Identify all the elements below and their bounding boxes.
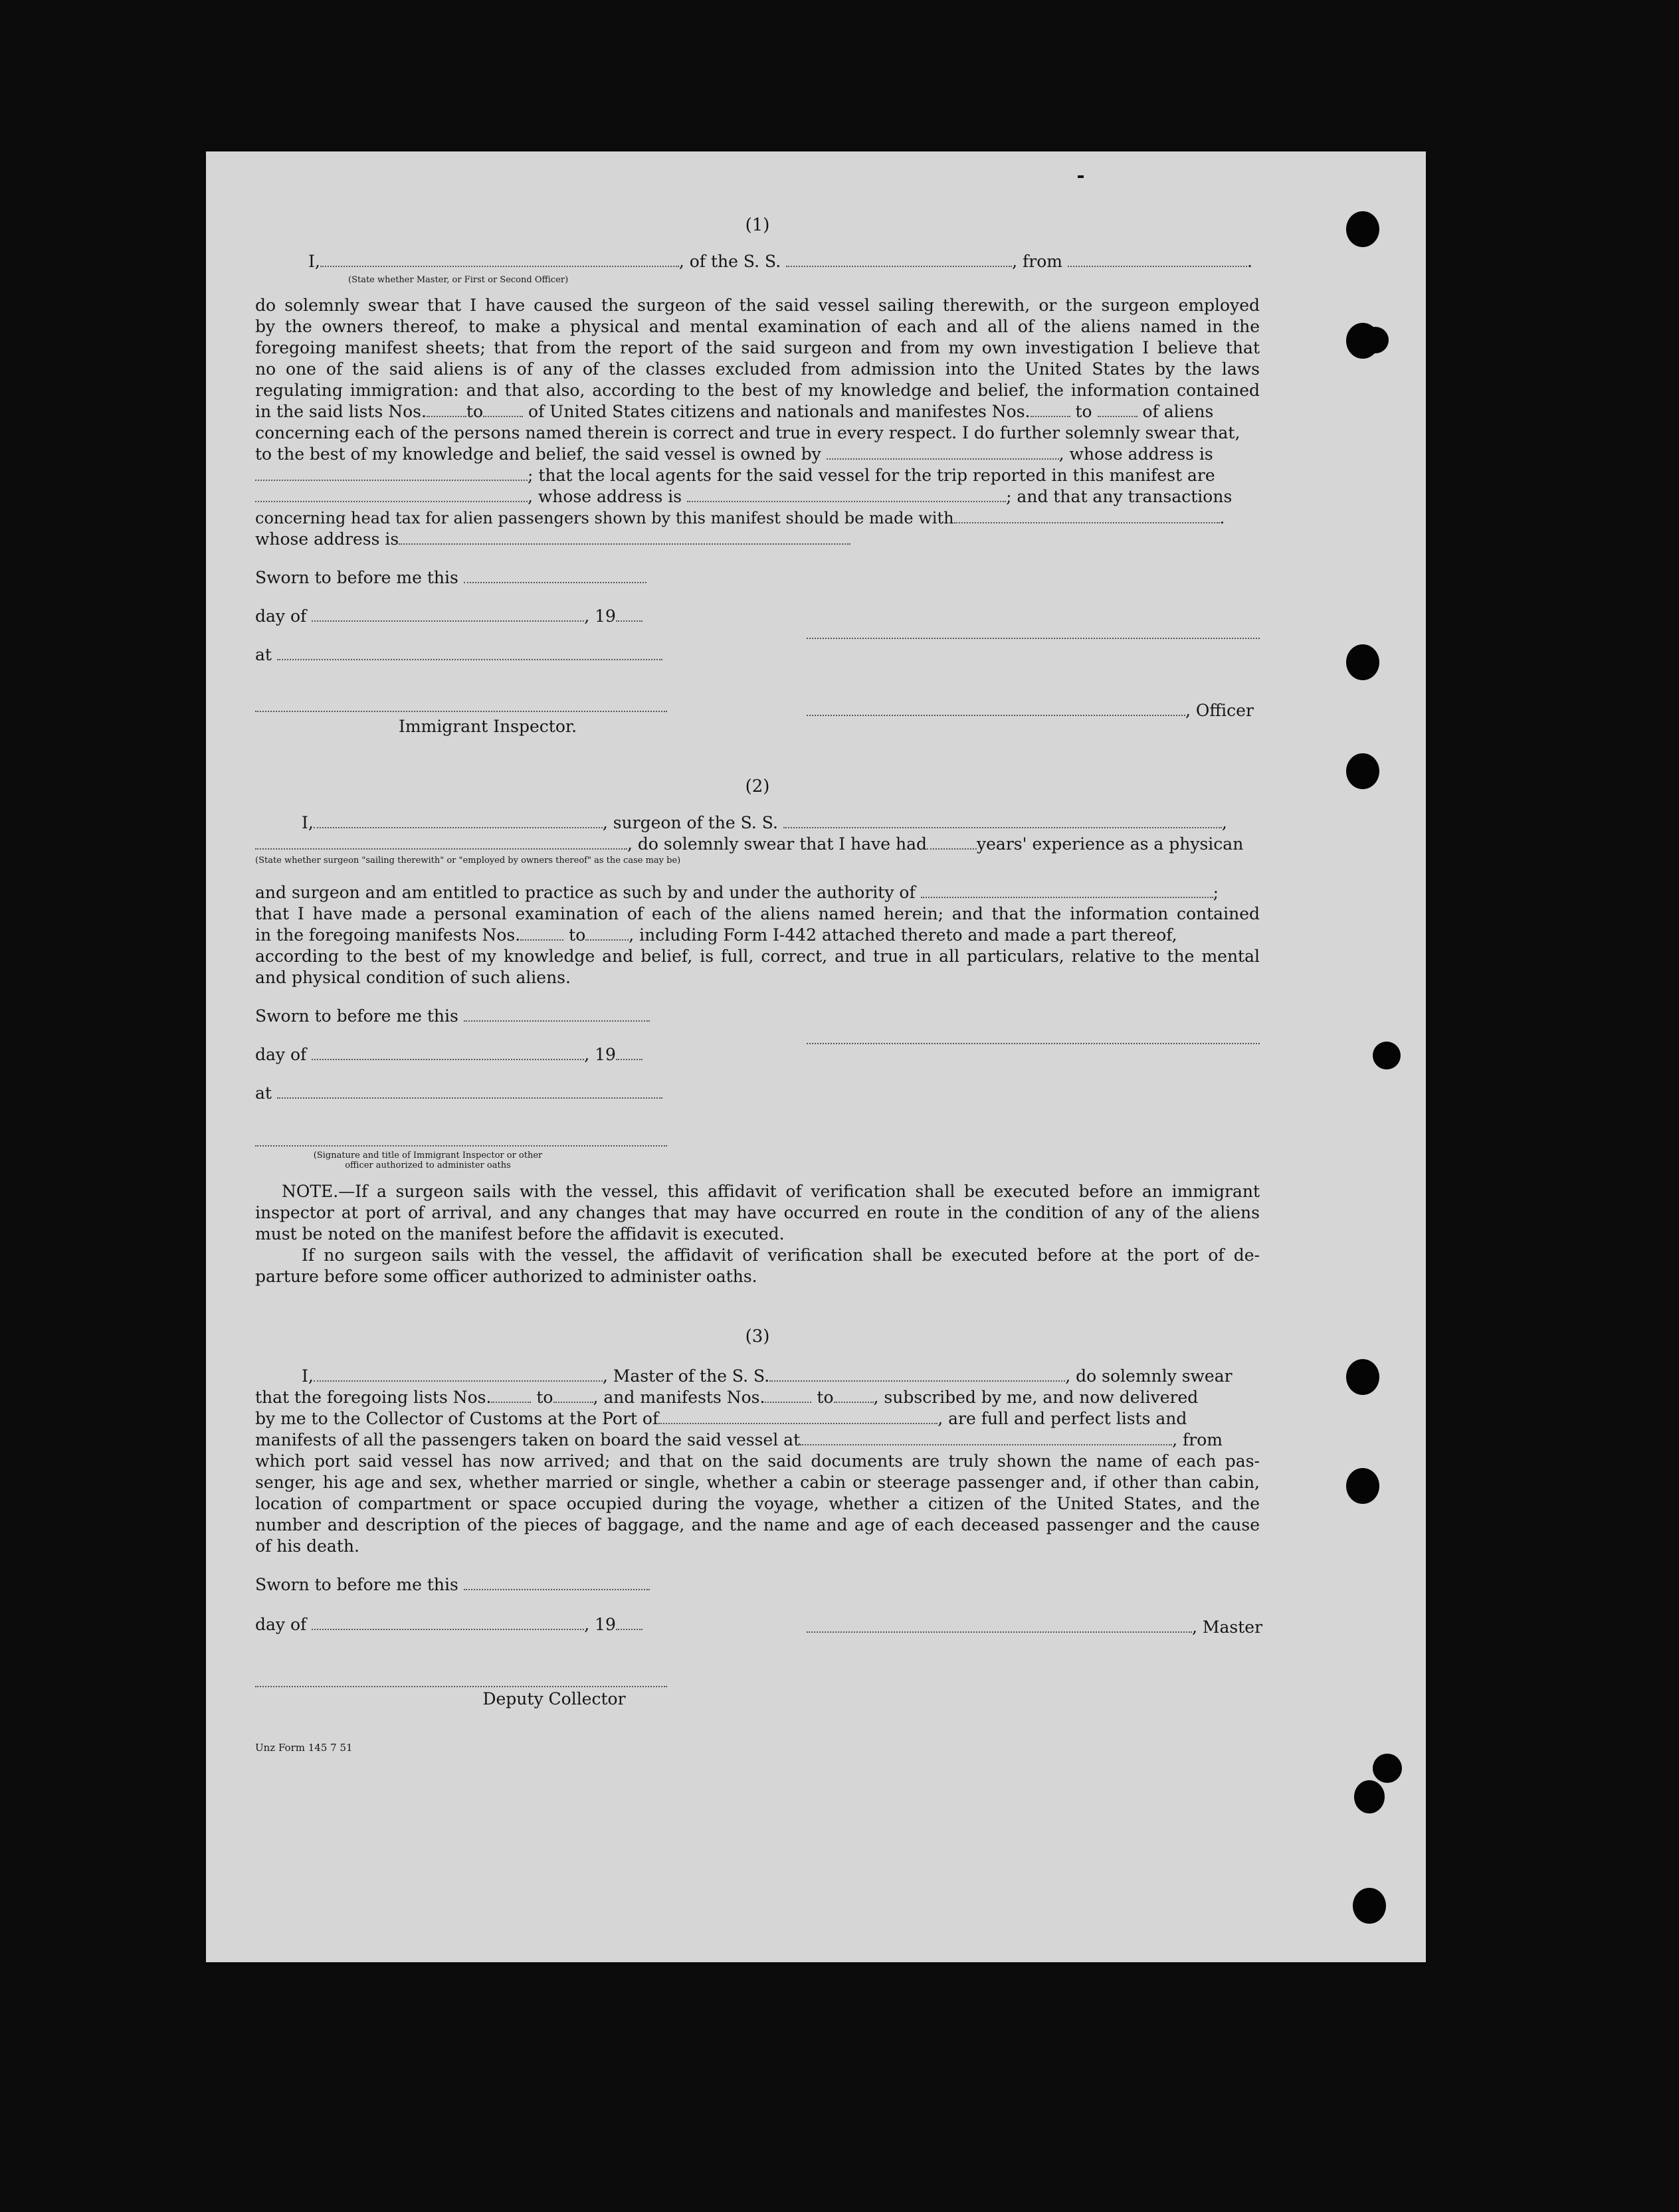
citizen-list-from-field[interactable] bbox=[427, 403, 466, 417]
inspector-signature-line[interactable] bbox=[255, 709, 667, 712]
officer-rank-field[interactable] bbox=[320, 252, 679, 267]
alien-manifest-from-field[interactable] bbox=[1031, 403, 1070, 417]
port-from-field[interactable] bbox=[1068, 252, 1247, 267]
note-line: inspector at port of arrival, and any changes that may have occurred en route in the condition of any of the aliens bbox=[255, 1203, 1260, 1222]
boarding-port-field[interactable] bbox=[800, 1431, 1172, 1445]
punch-hole bbox=[1353, 1888, 1386, 1924]
master-manifest-from-field[interactable] bbox=[765, 1388, 811, 1403]
section-2-manifests-line: in the foregoing manifests Nos. to , including Form I-442 attached thereto and made a part thereof, bbox=[255, 925, 1177, 945]
collector-signature-line[interactable] bbox=[255, 1685, 667, 1687]
punch-hole bbox=[1354, 1780, 1385, 1813]
section-3-lists-line: that the foregoing lists Nos. to , and manifests Nos. to , subscribed by me, and now delivered bbox=[255, 1388, 1199, 1407]
section-3-paragraph-line: senger, his age and sex, whether married or single, whether a cabin or steerage passenger and, if other than cabin, bbox=[255, 1473, 1260, 1492]
vessel-name-field[interactable] bbox=[786, 252, 1012, 267]
surgeon-status-hint: (State whether surgeon "sailing therewith" or "employed by owners thereof" as the case may be) bbox=[255, 856, 681, 866]
punch-hole bbox=[1373, 1754, 1402, 1783]
officer-rank-hint: (State whether Master, or First or Second Officer) bbox=[348, 275, 569, 285]
section-3-paragraph-line: which port said vessel has now arrived; and that on the said documents are truly shown the name of each pas- bbox=[255, 1451, 1260, 1471]
practice-authority-field[interactable] bbox=[921, 883, 1213, 898]
section-3-port-line: by me to the Collector of Customs at the Port of , are full and perfect lists and bbox=[255, 1409, 1187, 1428]
at-label: at bbox=[255, 1083, 662, 1104]
sworn-month-field[interactable] bbox=[312, 607, 584, 622]
section-2-authority-line: and surgeon and am entitled to practice as such by and under the authority of ; bbox=[255, 883, 1219, 902]
surgeon-manifest-to-field[interactable] bbox=[585, 926, 629, 941]
agent-address-field[interactable] bbox=[687, 488, 1006, 502]
punch-hole bbox=[1346, 1359, 1379, 1395]
manifest-page bbox=[206, 151, 1426, 1962]
note-line: must be noted on the manifest before the affidavit is executed. bbox=[255, 1224, 785, 1244]
note-line: parture before some officer authorized to administer oaths. bbox=[255, 1267, 757, 1286]
arrival-port-field[interactable] bbox=[658, 1410, 938, 1424]
punch-hole bbox=[1346, 211, 1379, 247]
signature-title-hint: (Signature and title of Immigrant Inspector or other officer authorized to administer oaths bbox=[313, 1151, 543, 1170]
section-2-paragraph-line: and physical condition of such aliens. bbox=[255, 968, 571, 987]
inspector-caption: Immigrant Inspector. bbox=[398, 717, 577, 736]
surgeon-status-field[interactable] bbox=[255, 835, 627, 850]
deputy-collector-caption: Deputy Collector bbox=[482, 1689, 626, 1708]
master-vessel-field[interactable] bbox=[769, 1367, 1065, 1382]
section-1-paragraph-line: no one of the said aliens is of any of the classes excluded from admission into the United States by the laws bbox=[255, 359, 1260, 379]
punch-hole bbox=[1362, 327, 1389, 353]
section-1-headtax-line: concerning head tax for alien passengers shown by this manifest should be made with . bbox=[255, 509, 1225, 527]
sworn-year-field[interactable] bbox=[616, 1046, 642, 1060]
note-line: If no surgeon sails with the vessel, the affidavit of verification shall be executed before at the port of de- bbox=[302, 1245, 1260, 1265]
ink-mark bbox=[1078, 175, 1084, 178]
master-signature-field[interactable] bbox=[807, 1618, 1192, 1633]
sworn-label: Sworn to before me this bbox=[255, 567, 646, 589]
officer-name-field[interactable] bbox=[807, 701, 1185, 716]
headtax-contact-field[interactable] bbox=[954, 509, 1220, 523]
headtax-address-field[interactable] bbox=[399, 530, 850, 545]
vessel-owner-field[interactable] bbox=[827, 445, 1059, 460]
section-1-paragraph-line: regulating immigration: and that also, according to the best of my knowledge and belief, the information contained bbox=[255, 381, 1260, 400]
sworn-day-field[interactable] bbox=[464, 1007, 650, 1022]
officer-title: , Officer bbox=[807, 700, 1254, 721]
local-agents-field[interactable] bbox=[255, 488, 528, 502]
section-1-agents-line: ; that the local agents for the said vessel for the trip reported in this manifest are bbox=[255, 465, 1260, 486]
citizen-list-to-field[interactable] bbox=[483, 403, 523, 417]
sworn-year-field[interactable] bbox=[616, 1615, 642, 1630]
years-experience-field[interactable] bbox=[927, 835, 977, 850]
sworn-place-field[interactable] bbox=[277, 646, 662, 660]
sworn-day-field[interactable] bbox=[464, 1576, 650, 1590]
section-1-paragraph-line: concerning each of the persons named therein is correct and true in every respect. I do further solemnly swear that, bbox=[255, 423, 1240, 442]
sworn-day-field[interactable] bbox=[464, 569, 646, 583]
administering-officer-signature-line[interactable] bbox=[255, 1144, 667, 1147]
master-list-to-field[interactable] bbox=[553, 1388, 593, 1403]
section-1-paragraph-line: do solemnly swear that I have caused the surgeon of the said vessel sailing therewith, or the surgeon employed bbox=[255, 296, 1260, 315]
section-3-paragraph-line: location of compartment or space occupied during the voyage, whether a citizen of the United States, and the bbox=[255, 1494, 1260, 1513]
day-of-label: day of , 19 bbox=[255, 1614, 642, 1635]
section-3-paragraph-line: of his death. bbox=[255, 1536, 359, 1556]
master-name-field[interactable] bbox=[314, 1367, 603, 1382]
master-list-from-field[interactable] bbox=[491, 1388, 531, 1403]
section-2-line-1: I, , surgeon of the S. S. , bbox=[302, 813, 1227, 832]
day-of-label: day of , 19 bbox=[255, 606, 642, 627]
surgeon-manifest-from-field[interactable] bbox=[520, 926, 563, 941]
section-1-paragraph-line: foregoing manifest sheets; that from the report of the said surgeon and from my own investigation I believe that bbox=[255, 338, 1260, 357]
surgeon-name-field[interactable] bbox=[314, 814, 603, 828]
section-2-line-2: , do solemnly swear that I have had years' experience as a physican bbox=[255, 834, 1260, 855]
section-2-paragraph-line: that I have made a personal examination of each of the aliens named herein; and that the information contained bbox=[255, 904, 1260, 923]
master-manifest-to-field[interactable] bbox=[834, 1388, 874, 1403]
sworn-label: Sworn to before me this bbox=[255, 1574, 650, 1596]
officer-signature-line[interactable] bbox=[807, 636, 1260, 639]
punch-hole bbox=[1346, 753, 1379, 789]
section-2-paragraph-line: according to the best of my knowledge and belief, is full, correct, and true in all particulars, relative to the mental bbox=[255, 947, 1260, 966]
sworn-place-field[interactable] bbox=[277, 1084, 662, 1099]
section-1-line-1: I, , of the S. S. , from . bbox=[308, 252, 1252, 271]
sworn-month-field[interactable] bbox=[312, 1615, 584, 1630]
owner-address-field[interactable] bbox=[255, 466, 528, 481]
section-1-heading: (1) bbox=[745, 215, 770, 235]
section-1-paragraph-line: by the owners thereof, to make a physical and mental examination of each and all of the aliens named in the bbox=[255, 317, 1260, 336]
section-3-line-1: I, , Master of the S. S. , do solemnly swear bbox=[302, 1366, 1233, 1386]
section-2-heading: (2) bbox=[745, 777, 770, 796]
alien-manifest-to-field[interactable] bbox=[1098, 403, 1137, 417]
surgeon-signature-line[interactable] bbox=[807, 1042, 1260, 1044]
punch-hole bbox=[1346, 644, 1379, 680]
section-1-agent-address-line: , whose address is ; and that any transactions bbox=[255, 486, 1260, 507]
sworn-month-field[interactable] bbox=[312, 1046, 584, 1060]
sworn-label: Sworn to before me this bbox=[255, 1006, 650, 1027]
day-of-label: day of , 19 bbox=[255, 1044, 642, 1065]
punch-hole bbox=[1346, 1468, 1379, 1504]
punch-hole bbox=[1373, 1042, 1401, 1069]
section-1-owner-line: to the best of my knowledge and belief, the said vessel is owned by , whose address is bbox=[255, 444, 1213, 464]
section-3-paragraph-line: number and description of the pieces of baggage, and the name and age of each deceased passenger and the cause bbox=[255, 1515, 1260, 1534]
section-1-lists-line: in the said lists Nos. to of United States citizens and nationals and manifestes Nos. to of aliens bbox=[255, 402, 1214, 421]
note-line: NOTE.—If a surgeon sails with the vessel, this affidavit of verification shall be executed before an immigrant bbox=[282, 1182, 1260, 1201]
section-3-boarding-line: manifests of all the passengers taken on board the said vessel at , from bbox=[255, 1430, 1223, 1449]
section-3-heading: (3) bbox=[745, 1327, 770, 1346]
sworn-year-field[interactable] bbox=[616, 607, 642, 622]
section-1-address-line: whose address is bbox=[255, 529, 1260, 550]
master-title: , Master bbox=[807, 1617, 1262, 1638]
at-label: at bbox=[255, 644, 662, 666]
surgeon-vessel-field[interactable] bbox=[783, 814, 1222, 828]
form-number: Unz Form 145 7 51 bbox=[255, 1742, 353, 1754]
